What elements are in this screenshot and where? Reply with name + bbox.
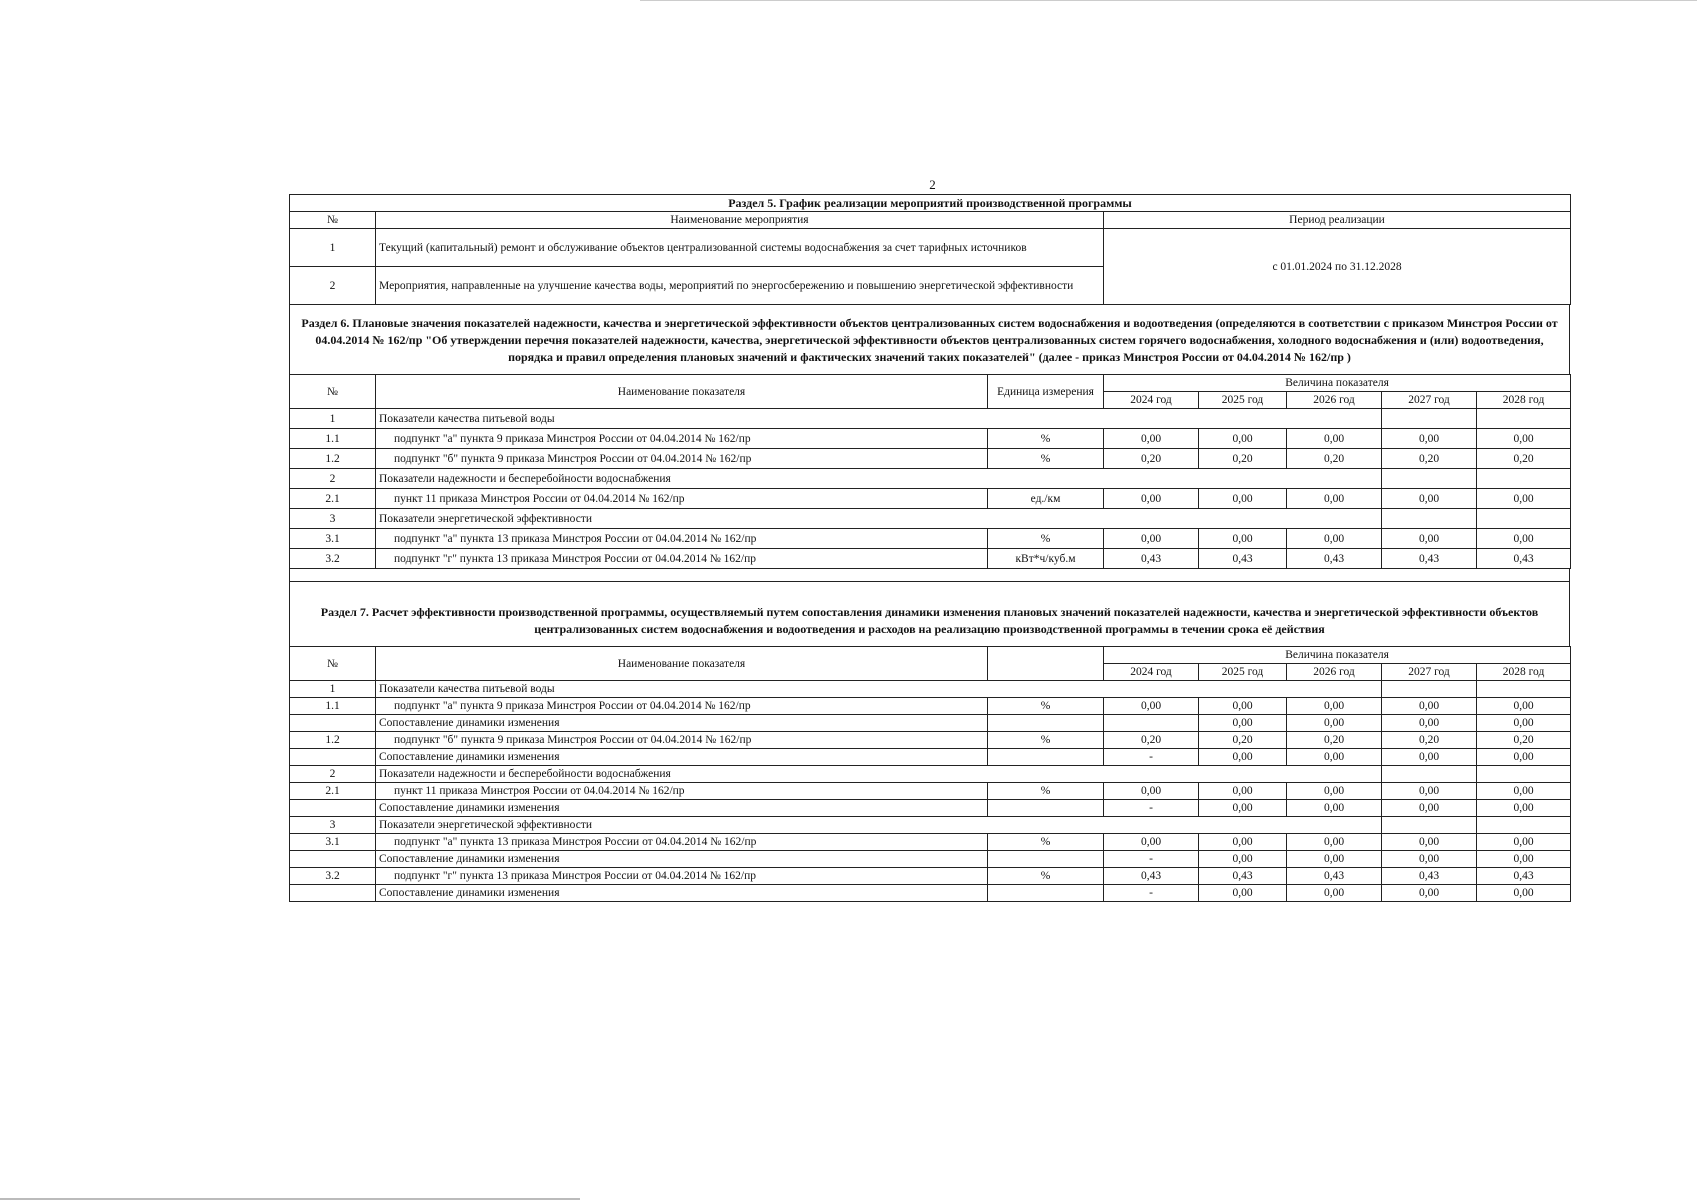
row-num: 3.1 [290,834,376,851]
value-cell: 0,00 [1199,749,1287,766]
row-unit: % [988,698,1104,715]
s5-row-num: 1 [290,229,376,267]
indicator-row [290,868,1571,885]
s5-row-num: 2 [290,267,376,305]
row-num: 3.2 [290,549,376,569]
section-5-title: Раздел 5. График реализации мероприятий производственной программы [290,195,1571,212]
indicator-row [290,429,1571,449]
value-cell: 0,00 [1287,834,1382,851]
value-cell: 0,20 [1477,732,1571,749]
indicator-row [290,489,1571,509]
s6-rows [290,409,1571,569]
row-num [290,800,376,817]
row-name: Сопоставление динамики изменения [376,885,988,902]
empty-cell [1382,509,1477,529]
value-cell: 0,00 [1477,529,1571,549]
row-name: Показатели надежности и бесперебойности водоснабжения [376,766,1382,783]
dynamics-row [290,800,1571,817]
row-name: Показатели энергетической эффективности [376,509,1382,529]
s6-year-header: 2027 год [1382,392,1477,409]
row-name: Показатели качества питьевой воды [376,681,1382,698]
value-cell: 0,43 [1199,549,1287,569]
row-num: 2 [290,766,376,783]
value-cell: 0,00 [1104,529,1199,549]
row-name: подпункт "а" пункта 13 приказа Минстроя России от 04.04.2014 № 162/пр [376,834,988,851]
empty-cell [1477,681,1571,698]
row-name: подпункт "б" пункта 9 приказа Минстроя России от 04.04.2014 № 162/пр [376,449,988,469]
row-unit: % [988,783,1104,800]
value-cell: 0,00 [1477,698,1571,715]
row-num [290,715,376,732]
row-name: Показатели энергетической эффективности [376,817,1382,834]
value-cell: 0,43 [1477,549,1571,569]
empty-cell [1382,766,1477,783]
group-row [290,469,1571,489]
row-num: 2.1 [290,489,376,509]
row-name: подпункт "г" пункта 13 приказа Минстроя России от 04.04.2014 № 162/пр [376,549,988,569]
dynamics-row [290,851,1571,868]
value-cell: 0,43 [1287,549,1382,569]
value-cell: - [1104,749,1199,766]
row-name: Показатели надежности и бесперебойности водоснабжения [376,469,1382,489]
s7-header-unit [988,647,1104,681]
empty-cell [1477,409,1571,429]
value-cell: 0,00 [1382,489,1477,509]
empty-cell [1477,817,1571,834]
group-row [290,681,1571,698]
row-num: 1.2 [290,732,376,749]
value-cell: 0,00 [1477,885,1571,902]
s5-header-num: № [290,212,376,229]
value-cell: 0,00 [1382,834,1477,851]
value-cell: 0,00 [1199,529,1287,549]
value-cell: 0,00 [1199,834,1287,851]
row-name: Показатели качества питьевой воды [376,409,1382,429]
row-name: Сопоставление динамики изменения [376,800,988,817]
s6-header-num: № [290,375,376,409]
s6-header-name: Наименование показателя [376,375,988,409]
value-cell: 0,00 [1104,834,1199,851]
s7-year-header: 2027 год [1382,664,1477,681]
s6-year-header: 2024 год [1104,392,1199,409]
value-cell: 0,00 [1477,715,1571,732]
value-cell: 0,00 [1382,885,1477,902]
value-cell: 0,00 [1477,834,1571,851]
value-cell: 0,00 [1287,783,1382,800]
row-unit [988,885,1104,902]
value-cell: 0,00 [1382,851,1477,868]
dynamics-row [290,715,1571,732]
row-num: 1.2 [290,449,376,469]
indicator-row [290,698,1571,715]
dynamics-row [290,885,1571,902]
value-cell: 0,20 [1382,449,1477,469]
value-cell: 0,00 [1287,698,1382,715]
row-unit: % [988,529,1104,549]
value-cell: 0,43 [1477,868,1571,885]
value-cell: 0,43 [1199,868,1287,885]
value-cell: 0,00 [1287,489,1382,509]
row-num [290,749,376,766]
value-cell: 0,00 [1382,800,1477,817]
value-cell: 0,20 [1477,449,1571,469]
value-cell: 0,43 [1287,868,1382,885]
group-row [290,817,1571,834]
indicator-row [290,549,1571,569]
row-name: подпункт "а" пункта 9 приказа Минстроя России от 04.04.2014 № 162/пр [376,698,988,715]
s7-year-header: 2028 год [1477,664,1571,681]
value-cell: 0,00 [1104,783,1199,800]
row-name: подпункт "а" пункта 9 приказа Минстроя России от 04.04.2014 № 162/пр [376,429,988,449]
s5-header-period: Период реализации [1104,212,1571,229]
value-cell: 0,20 [1382,732,1477,749]
value-cell: 0,00 [1199,698,1287,715]
empty-cell [1382,469,1477,489]
empty-cell [1477,509,1571,529]
group-row [290,509,1571,529]
row-name: подпункт "г" пункта 13 приказа Минстроя России от 04.04.2014 № 162/пр [376,868,988,885]
row-unit [988,800,1104,817]
s5-row-name: Мероприятия, направленные на улучшение качества воды, мероприятий по энергосбережению и повышению энергетической эффективности [376,267,1104,305]
s7-header-value: Величина показателя [1104,647,1571,664]
indicator-row [290,834,1571,851]
value-cell: 0,00 [1199,489,1287,509]
value-cell [1104,715,1199,732]
value-cell: 0,00 [1477,749,1571,766]
scan-edge-line [640,0,1697,1]
row-unit: % [988,868,1104,885]
value-cell: 0,00 [1199,885,1287,902]
section-6-table [289,374,1571,569]
value-cell: 0,00 [1104,698,1199,715]
s7-year-header: 2024 год [1104,664,1199,681]
value-cell: 0,00 [1477,851,1571,868]
row-num [290,885,376,902]
row-name: пункт 11 приказа Минстроя России от 04.04.2014 № 162/пр [376,783,988,800]
indicator-row [290,529,1571,549]
row-num: 3.2 [290,868,376,885]
row-num: 3 [290,817,376,834]
value-cell: 0,00 [1382,698,1477,715]
s5-header-name: Наименование мероприятия [376,212,1104,229]
row-name: Сопоставление динамики изменения [376,851,988,868]
s6-year-header: 2025 год [1199,392,1287,409]
row-unit: ед./км [988,489,1104,509]
row-num: 3.1 [290,529,376,549]
s6-year-header: 2028 год [1477,392,1571,409]
value-cell: 0,00 [1287,529,1382,549]
value-cell: - [1104,800,1199,817]
value-cell: 0,43 [1382,868,1477,885]
section-7-table [289,646,1571,902]
s5-period-value: с 01.01.2024 по 31.12.2028 [1104,229,1571,305]
s7-header-name: Наименование показателя [376,647,988,681]
indicator-row [290,783,1571,800]
value-cell: 0,00 [1199,429,1287,449]
row-name: пункт 11 приказа Минстроя России от 04.04.2014 № 162/пр [376,489,988,509]
value-cell: 0,00 [1199,783,1287,800]
value-cell: 0,00 [1382,749,1477,766]
value-cell: 0,00 [1287,715,1382,732]
value-cell: 0,00 [1104,429,1199,449]
value-cell: 0,20 [1104,732,1199,749]
row-num: 3 [290,509,376,529]
row-num: 1 [290,681,376,698]
row-num: 2.1 [290,783,376,800]
value-cell: 0,20 [1199,732,1287,749]
s6-header-unit: Единица измерения [988,375,1104,409]
row-num: 1.1 [290,429,376,449]
s7-year-header: 2026 год [1287,664,1382,681]
value-cell: 0,00 [1287,749,1382,766]
value-cell: 0,00 [1477,783,1571,800]
empty-cell [1477,469,1571,489]
value-cell: 0,00 [1287,800,1382,817]
row-name: Сопоставление динамики изменения [376,715,988,732]
row-name: Сопоставление динамики изменения [376,749,988,766]
document-tables [289,194,1570,902]
value-cell: 0,20 [1199,449,1287,469]
value-cell: 0,00 [1104,489,1199,509]
dynamics-row [290,749,1571,766]
page-number: 2 [929,177,936,192]
section-5-table [289,194,1571,305]
row-unit [988,749,1104,766]
empty-cell [1382,409,1477,429]
value-cell: 0,00 [1382,783,1477,800]
row-num: 2 [290,469,376,489]
value-cell: 0,00 [1287,429,1382,449]
value-cell: 0,00 [1287,885,1382,902]
row-unit [988,851,1104,868]
empty-cell [1382,817,1477,834]
group-row [290,766,1571,783]
value-cell: 0,00 [1199,800,1287,817]
row-unit: % [988,449,1104,469]
section-spacer [289,569,1570,581]
value-cell: 0,00 [1382,429,1477,449]
row-unit: % [988,834,1104,851]
value-cell: 0,00 [1477,800,1571,817]
value-cell: 0,00 [1199,851,1287,868]
value-cell: 0,43 [1104,549,1199,569]
s7-year-header: 2025 год [1199,664,1287,681]
value-cell: - [1104,885,1199,902]
section-6-title: Раздел 6. Плановые значения показателей надежности, качества и энергетической эффективности объектов централизованных систем водоснабжения и водоотведения (определяются в соответствии с приказом Минстроя России от 04.04.2014 № 162/пр "Об утверждении перечня показателей надежности, качества, энергетической эффективности объектов централизованных систем горячего водоснабжения, холодного водоснабжения и (или) водоотведения, порядка и правил определения плановых значений и фактических значений таких показателей" (далее - приказ Минстроя России от 04.04.2014 № 162/пр ) [289,305,1570,374]
value-cell: 0,43 [1104,868,1199,885]
row-unit [988,715,1104,732]
value-cell: 0,00 [1382,529,1477,549]
indicator-row [290,732,1571,749]
value-cell: 0,00 [1477,429,1571,449]
row-name: подпункт "б" пункта 9 приказа Минстроя России от 04.04.2014 № 162/пр [376,732,988,749]
s7-rows [290,681,1571,902]
row-num: 1.1 [290,698,376,715]
value-cell: 0,20 [1104,449,1199,469]
indicator-row [290,449,1571,469]
value-cell: 0,20 [1287,449,1382,469]
row-name: подпункт "а" пункта 13 приказа Минстроя России от 04.04.2014 № 162/пр [376,529,988,549]
value-cell: 0,43 [1382,549,1477,569]
empty-cell [1382,681,1477,698]
row-num: 1 [290,409,376,429]
value-cell: - [1104,851,1199,868]
s5-row-name: Текущий (капитальный) ремонт и обслуживание объектов централизованной системы водоснабжения за счет тарифных источников [376,229,1104,267]
s7-header-num: № [290,647,376,681]
group-row [290,409,1571,429]
row-unit: % [988,732,1104,749]
value-cell: 0,00 [1382,715,1477,732]
row-unit: кВт*ч/куб.м [988,549,1104,569]
row-unit: % [988,429,1104,449]
section-7-title: Раздел 7. Расчет эффективности производственной программы, осуществляемый путем сопоставления динамики изменения плановых значений показателей надежности, качества и энергетической эффективности объектов централизованных систем водоснабжения и водоотведения и расходов на реализацию производственной программы в течении срока её действия [289,581,1570,646]
value-cell: 0,00 [1477,489,1571,509]
s6-year-header: 2026 год [1287,392,1382,409]
s6-header-value: Величина показателя [1104,375,1571,392]
value-cell: 0,00 [1287,851,1382,868]
value-cell: 0,00 [1199,715,1287,732]
row-num [290,851,376,868]
value-cell: 0,20 [1287,732,1382,749]
empty-cell [1477,766,1571,783]
